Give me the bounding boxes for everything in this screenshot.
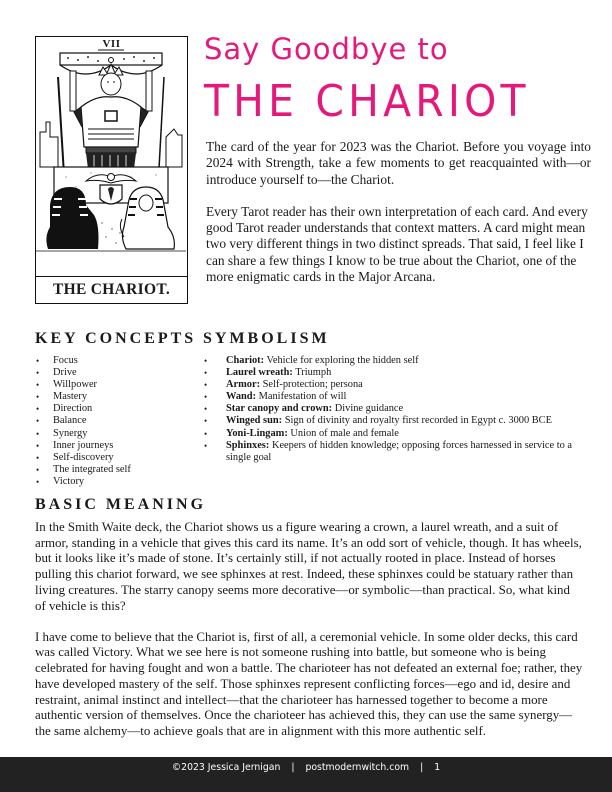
intro-paragraph: Every Tarot reader has their own interpretation of each card. And every good Tarot reader understands that context matters. A card might mean two very different things in two distinct spreads. That said, I feel like I can share a few things I know to be true about the Chariot, one of the more enigmatic cards in the Major Arcana. bbox=[206, 203, 588, 285]
bullet-icon: • bbox=[36, 392, 40, 403]
bullet-icon: • bbox=[204, 428, 208, 439]
key-concepts-list bbox=[33, 355, 193, 488]
bullet-icon: • bbox=[36, 464, 40, 475]
page-title: THE CHARIOT bbox=[204, 76, 530, 127]
body-paragraph: I have come to believe that the Chariot is, first of all, a ceremonial vehicle. In some older decks, this card was called Victory. What we see here is not someone rushing into battle, but someone who is being celebrated for having fought and won a battle. The charioteer has not defeated an external foe; rather, they have developed mastery of the self. Those sphinxes represent conflicting forces—ego and id, desire and restraint, animal instinct and intellect—that the charioteer has harnessed together to become a more authentic version of themselves. Once the charioteer has achieved this, they can use the same synergy—the same alchemy—to achieve goals that are in alignment with this more authentic self. bbox=[35, 629, 583, 738]
list-item: • Sphinxes: Keepers of hidden knowledge; opposing forces harnessed in service to a single goal bbox=[204, 439, 573, 463]
page-subtitle: Say Goodbye to bbox=[204, 32, 449, 66]
bullet-icon: • bbox=[36, 440, 40, 451]
list-item: • Balance bbox=[36, 415, 87, 427]
list-item: • Winged sun: Sign of divinity and royalty first recorded in Egypt c. 3000 BCE bbox=[204, 415, 552, 427]
bullet-icon: • bbox=[36, 380, 40, 391]
bullet-icon: • bbox=[204, 416, 208, 427]
bullet-icon: • bbox=[204, 440, 208, 451]
bullet-icon: • bbox=[36, 416, 40, 427]
footer-page-number: 1 bbox=[434, 762, 441, 773]
list-item: • Synergy bbox=[36, 427, 88, 439]
body-paragraph: In the Smith Waite deck, the Chariot shows us a figure wearing a crown, a laurel wreath, and a suit of armor, standing in a vehicle that gives this card its name. It’s an odd sort of vehicle, though. It has wheels, but it looks like it’s made of stone. It’s certainly still, if not actually rooted in place. Instead of horses pulling this chariot forward, we see sphinxes at rest. Indeed, these sphinxes could be statuary rather than living creatures. The starry canopy seems more decorative—or symbolic—than practical. So, what kind of vehicle is this? bbox=[35, 520, 582, 613]
footer-separator: | bbox=[420, 762, 424, 773]
bullet-icon: • bbox=[36, 368, 40, 379]
list-item: • Self-discovery bbox=[36, 451, 114, 463]
list-item: • Armor: Self-protection; persona bbox=[204, 379, 363, 391]
bullet-icon: • bbox=[204, 404, 208, 415]
bullet-icon: • bbox=[36, 404, 40, 415]
chariot-illustration bbox=[36, 37, 186, 277]
basic-meaning-section bbox=[35, 520, 583, 755]
footer-separator: | bbox=[291, 762, 295, 773]
bullet-icon: • bbox=[36, 356, 40, 366]
footer-copyright: ©2023 Jessica Jernigan bbox=[171, 762, 281, 773]
page-footer bbox=[0, 757, 612, 792]
list-item: • Chariot: Vehicle for exploring the hidden self bbox=[204, 355, 419, 366]
list-item: • Wand: Manifestation of will bbox=[204, 391, 347, 403]
footer-website-link[interactable]: postmodernwitch.com bbox=[305, 762, 410, 773]
bullet-icon: • bbox=[36, 428, 40, 439]
list-item: • Star canopy and crown: Divine guidance bbox=[204, 403, 404, 415]
list-item: • Willpower bbox=[36, 379, 98, 391]
bullet-icon: • bbox=[204, 356, 208, 366]
bullet-icon: • bbox=[36, 476, 40, 487]
bullet-icon: • bbox=[204, 380, 208, 391]
list-item: • Victory bbox=[36, 475, 85, 487]
key-concepts-heading: KEY CONCEPTS bbox=[35, 330, 197, 347]
basic-meaning-heading: BASIC MEANING bbox=[35, 496, 207, 513]
list-item: • Drive bbox=[36, 367, 77, 379]
list-item: • Mastery bbox=[36, 391, 88, 403]
symbolism-heading: SYMBOLISM bbox=[203, 330, 330, 347]
card-caption: THE CHARIOT. bbox=[36, 276, 187, 303]
card-numeral: VII bbox=[102, 38, 121, 50]
list-item: • The integrated self bbox=[36, 463, 131, 475]
bullet-icon: • bbox=[204, 392, 208, 403]
list-item: • Inner journeys bbox=[36, 439, 114, 451]
bullet-icon: • bbox=[204, 368, 208, 379]
list-item: • Laurel wreath: Triumph bbox=[204, 367, 332, 379]
bullet-icon: • bbox=[36, 452, 40, 463]
list-item: • Direction bbox=[36, 403, 93, 415]
intro-section bbox=[206, 139, 591, 301]
symbolism-list bbox=[201, 355, 591, 464]
intro-paragraph: The card of the year for 2023 was the Chariot. Before you voyage into 2024 with Strength, take a few moments to get reacquainted with—or introduce yourself to—the Chariot. bbox=[206, 139, 591, 187]
list-item: • Focus bbox=[36, 355, 78, 366]
list-item: • Yoni-Lingam: Union of male and female bbox=[204, 427, 399, 439]
tarot-card-image bbox=[35, 36, 188, 304]
